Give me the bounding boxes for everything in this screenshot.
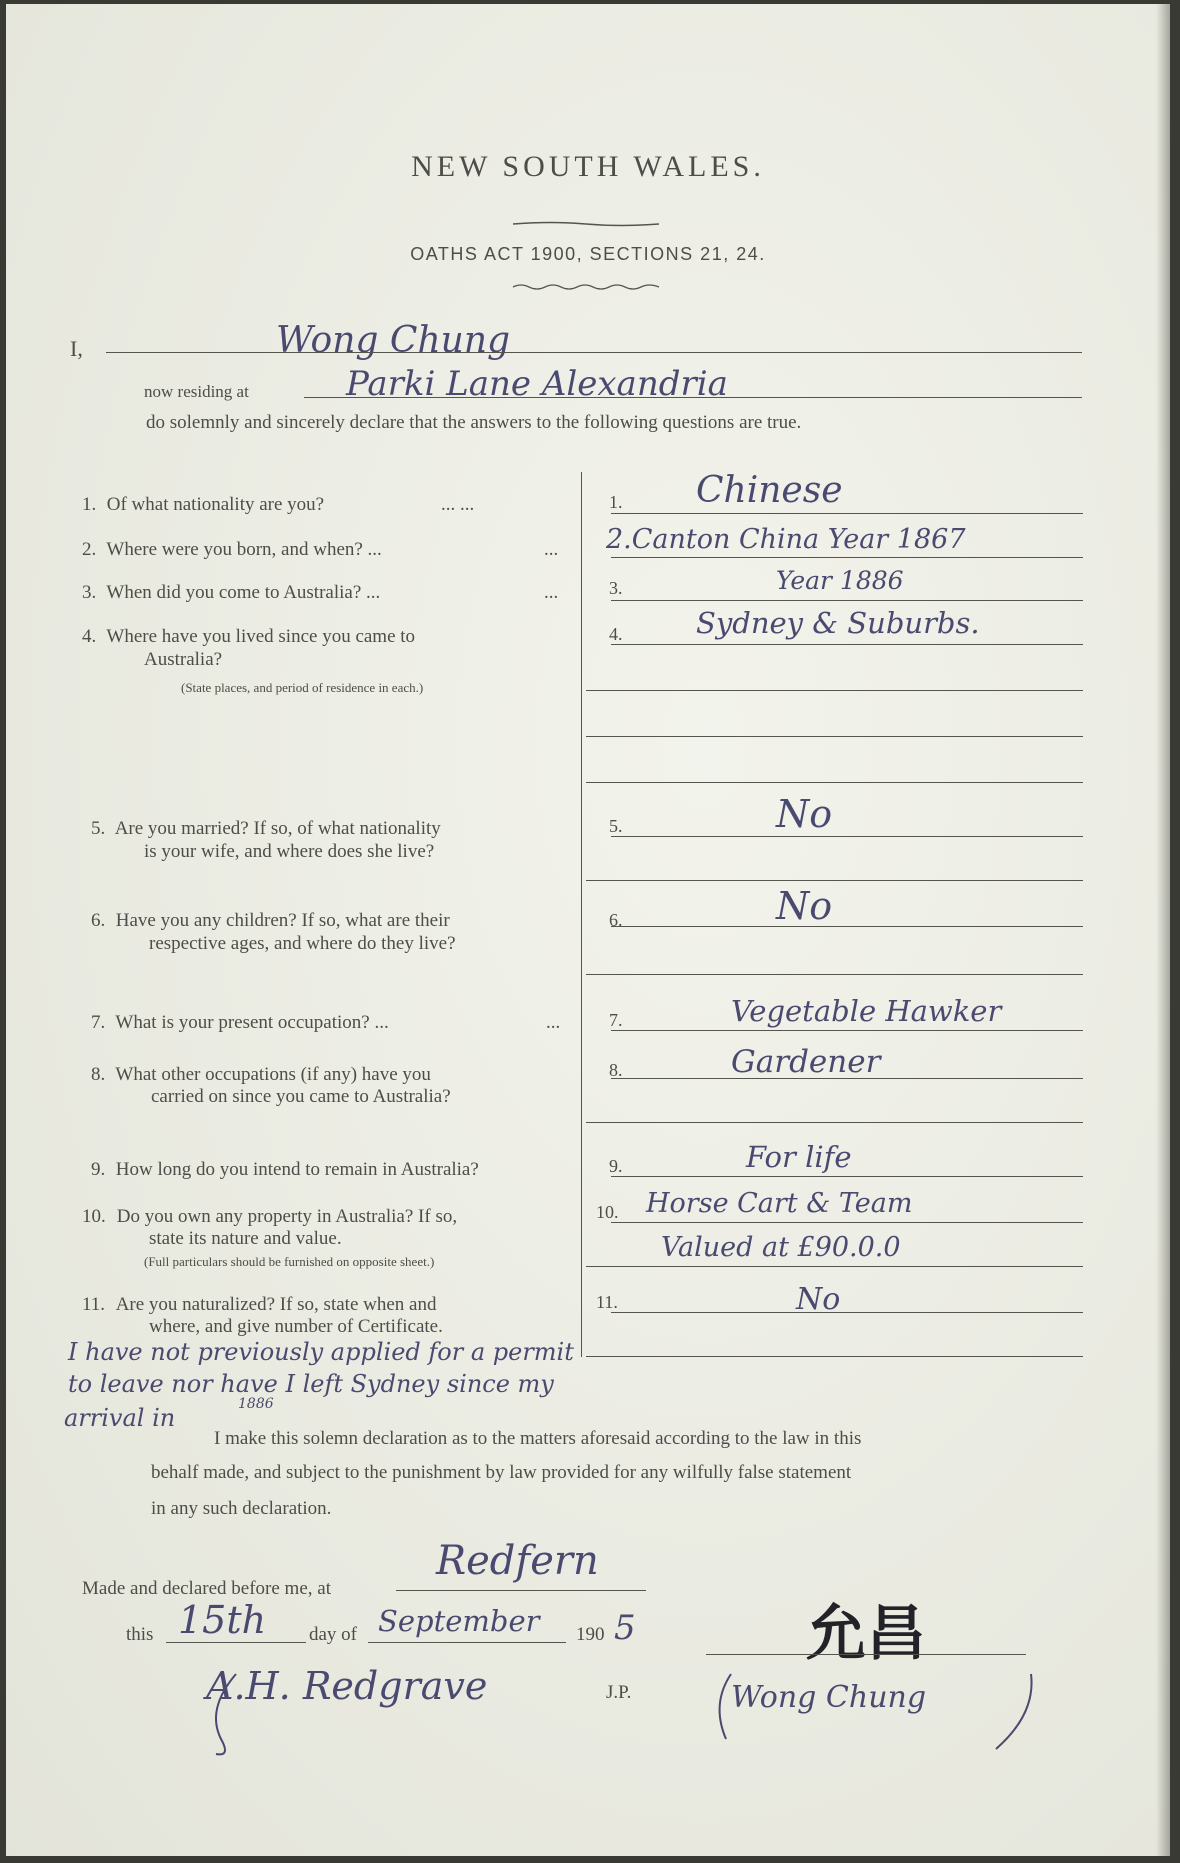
declarant-signature-line [706, 1654, 1026, 1655]
answer-1: Chinese [696, 470, 843, 511]
question-10-line2: state its nature and value. [149, 1228, 342, 1249]
question-7: 7. What is your present occupation? ... [91, 1012, 389, 1033]
answer-8: Gardener [731, 1044, 881, 1080]
answer-line-2 [611, 557, 1083, 558]
declarant-name: Wong Chung [276, 320, 511, 361]
place-line [396, 1590, 646, 1591]
answer-line-11b [586, 1356, 1083, 1357]
answer-10-line2: Valued at £90.0.0 [661, 1232, 901, 1263]
question-6: 6. Have you any children? If so, what are their [91, 910, 450, 931]
question-11: 11. Are you naturalized? If so, state when and [82, 1294, 437, 1315]
declaration-line-2: behalf made, and subject to the punishment by law provided for any wilfully false statement [151, 1462, 852, 1483]
answer-1-num: 1. [609, 492, 623, 512]
answer-5-num: 5. [609, 816, 623, 836]
declare-text: do solemnly and sincerely declare that the answers to the following questions are true. [146, 412, 802, 433]
answer-5: No [776, 792, 833, 836]
answer-line-9 [611, 1176, 1083, 1177]
answer-line-10b [586, 1266, 1083, 1267]
answer-10-line1: Horse Cart & Team [646, 1188, 913, 1219]
address-line [304, 397, 1082, 398]
question-2-dots: ... [544, 539, 559, 560]
year-prefix: 190 [576, 1624, 605, 1645]
signature-paren-flourish [706, 1669, 1046, 1759]
day: 15th [178, 1598, 267, 1642]
answer-4: Sydney & Suburbs. [696, 606, 980, 640]
page-subtitle: OATHS ACT 1900, SECTIONS 21, 24. [410, 244, 766, 264]
answer-line-7 [611, 1030, 1083, 1031]
answer-line-6b [586, 974, 1083, 975]
question-10: 10. Do you own any property in Australia? If so, [82, 1206, 458, 1227]
question-7-dots: ... [546, 1012, 561, 1033]
declarant-address: Parki Lane Alexandria [346, 364, 728, 404]
jp-label: J.P. [606, 1682, 632, 1703]
this-label: this [126, 1624, 154, 1645]
answer-6: No [776, 884, 833, 928]
question-8: 8. What other occupations (if any) have you [91, 1064, 431, 1085]
answer-line-3 [611, 600, 1083, 601]
page-title: NEW SOUTH WALES. [411, 150, 765, 183]
answer-line-10 [611, 1222, 1083, 1223]
answer-line-11 [611, 1312, 1083, 1313]
answer-line-4c [586, 736, 1083, 737]
answer-7: Vegetable Hawker [731, 994, 1002, 1028]
note-line-1: I have not previously applied for a permit [68, 1338, 574, 1366]
answer-4-num: 4. [609, 624, 623, 644]
column-divider [581, 472, 582, 1357]
page-edge-shadow [1156, 4, 1170, 1856]
question-6-line2: respective ages, and where do they live? [149, 933, 456, 954]
answer-line-5b [586, 880, 1083, 881]
witness-signature: A.H. Redgrave [206, 1664, 488, 1708]
note-year: 1886 [238, 1396, 274, 1412]
witness-flourish [196, 1669, 266, 1759]
answer-9: For life [746, 1140, 852, 1174]
answer-9-num: 9. [609, 1156, 623, 1176]
month-line [368, 1642, 566, 1643]
chinese-characters: 允昌 [806, 1599, 926, 1669]
answer-11: No [796, 1282, 841, 1317]
question-9: 9. How long do you intend to remain in Australia? [91, 1159, 479, 1180]
answer-line-8b [586, 1122, 1083, 1123]
place: Redfern [436, 1538, 599, 1584]
question-4-note: (State places, and period of residence in each.) [181, 680, 424, 695]
question-1: 1. Of what nationality are you? [82, 494, 325, 515]
title-flourish [511, 219, 661, 229]
name-line [106, 352, 1082, 353]
year-suffix: 5 [614, 1608, 636, 1648]
question-4-line2: Australia? [144, 649, 223, 670]
made-declared-label: Made and declared before me, at [82, 1578, 331, 1599]
answer-3-num: 3. [609, 578, 623, 598]
note-line-3: arrival in [64, 1404, 176, 1432]
declarant-signature: Wong Chung [731, 1680, 927, 1715]
answer-8-num: 8. [609, 1060, 623, 1080]
question-10-note: (Full particulars should be furnished on opposite sheet.) [144, 1254, 435, 1269]
answer-line-4d [586, 782, 1083, 783]
question-8-line2: carried on since you came to Australia? [151, 1086, 451, 1107]
question-5: 5. Are you married? If so, of what nationality [91, 818, 441, 839]
question-3-dots: ... [544, 582, 559, 603]
answer-3: Year 1886 [776, 566, 904, 595]
answer-11-num: 11. [596, 1292, 618, 1312]
day-line [166, 1642, 306, 1643]
answer-line-5 [611, 836, 1083, 837]
answer-line-6 [611, 926, 1083, 927]
answer-2: 2.Canton China Year 1867 [606, 524, 966, 555]
answer-line-1 [611, 513, 1083, 514]
day-of-label: day of [309, 1624, 358, 1645]
answer-6-num: 6. [609, 910, 623, 930]
declaration-line-1: I make this solemn declaration as to the matters aforesaid according to the law in this [214, 1428, 862, 1449]
answer-7-num: 7. [609, 1010, 623, 1030]
subtitle-flourish [511, 282, 661, 292]
question-4: 4. Where have you lived since you came to [82, 626, 416, 647]
note-line-2: to leave nor have I left Sydney since my [68, 1370, 554, 1398]
question-1-dots: ... ... [441, 494, 475, 515]
question-2: 2. Where were you born, and when? ... [82, 539, 382, 560]
question-5-line2: is your wife, and where does she live? [144, 841, 435, 862]
month: September [378, 1604, 540, 1638]
i-label: I, [70, 336, 83, 361]
answer-line-4b [586, 690, 1083, 691]
residing-label: now residing at [144, 382, 249, 401]
declaration-sheet [6, 4, 1170, 1856]
declaration-line-3: in any such declaration. [151, 1498, 332, 1519]
answer-10-num: 10. [596, 1202, 619, 1222]
question-11-line2: where, and give number of Certificate. [149, 1316, 443, 1337]
question-3: 3. When did you come to Australia? ... [82, 582, 381, 603]
answer-line-4 [611, 644, 1083, 645]
